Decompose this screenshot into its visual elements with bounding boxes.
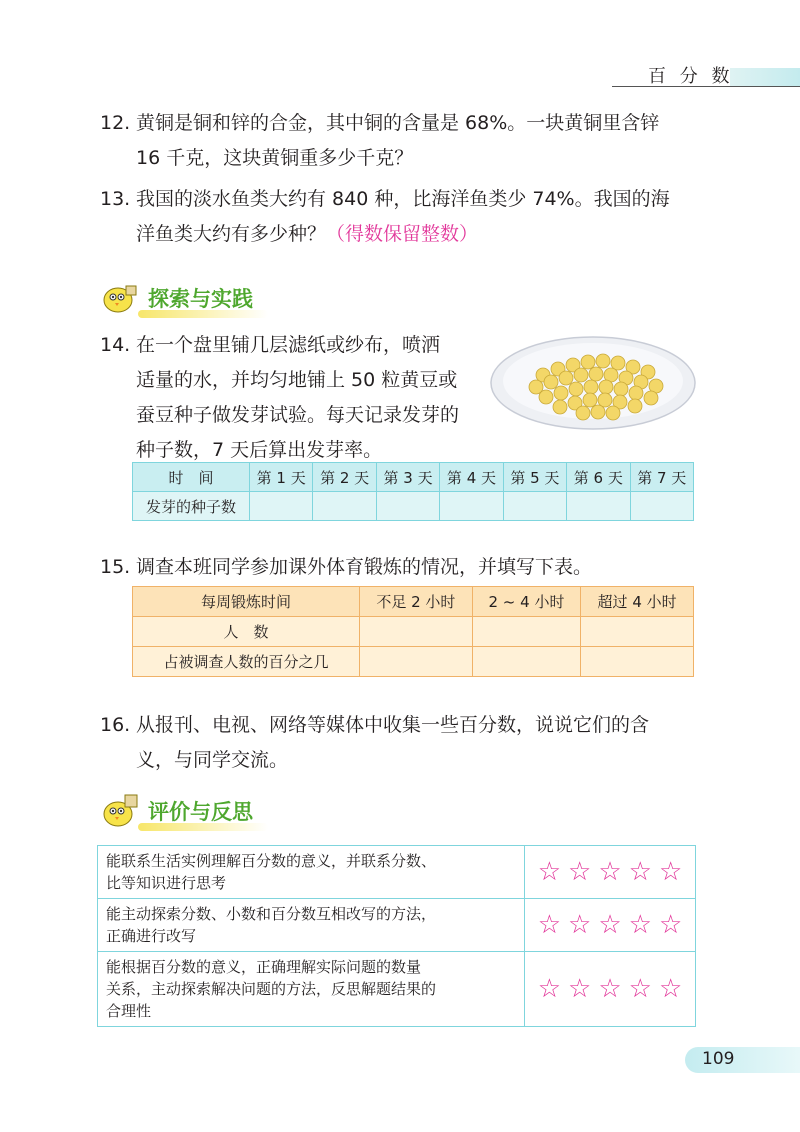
table-row <box>98 846 696 899</box>
star-icon[interactable]: ☆ <box>628 857 652 887</box>
problem-text: 在一个盘里铺几层滤纸或纱布，喷洒 <box>136 334 441 356</box>
star-icon[interactable]: ☆ <box>598 857 622 887</box>
star-icon[interactable]: ☆ <box>537 910 562 940</box>
star-icon[interactable]: ☆ <box>568 857 592 887</box>
table-header-cell: 2 ~ 4 小时 <box>472 587 580 617</box>
problem-text: 适量的水，并均匀地铺上 50 粒黄豆或 <box>136 369 458 391</box>
problem-13 <box>100 182 670 252</box>
problem-text: 蚕豆种子做发芽试验。每天记录发芽的 <box>136 404 460 426</box>
problem-number: 15. <box>100 556 131 578</box>
header-decoration <box>730 68 800 86</box>
table-header-cell: 时 间 <box>133 463 250 492</box>
problem-text: 义，与同学交流。 <box>136 749 289 771</box>
problem-text: 黄铜是铜和锌的合金，其中铜的含量是 68%。一块黄铜里含锌 <box>136 112 660 134</box>
evaluation-criterion <box>98 952 525 1027</box>
table-cell <box>630 492 693 521</box>
table-header-row <box>133 463 694 492</box>
table-row <box>133 617 694 647</box>
criterion-text: 能联系生活实例理解百分数的意义，并联系分数、 <box>106 852 437 870</box>
criterion-text: 能根据百分数的意义，正确理解实际问题的数量 <box>106 958 422 976</box>
star-rating[interactable] <box>525 846 696 899</box>
star-icon[interactable]: ☆ <box>598 910 622 940</box>
problem-number: 12. <box>100 112 131 134</box>
evaluation-criterion <box>98 899 525 952</box>
table-header-cell: 第 6 天 <box>567 463 630 492</box>
exercise-survey-table <box>132 586 694 677</box>
problem-12 <box>100 106 659 176</box>
problem-14 <box>100 328 459 468</box>
problem-note: （得数保留整数） <box>326 223 479 245</box>
table-cell <box>472 647 580 677</box>
criterion-text: 关系，主动探索解决问题的方法，反思解题结果的 <box>106 980 437 998</box>
problem-15 <box>100 550 592 585</box>
table-cell <box>376 492 439 521</box>
star-icon[interactable]: ☆ <box>658 974 683 1004</box>
table-header-cell: 第 1 天 <box>250 463 313 492</box>
criterion-text: 正确进行改写 <box>106 927 197 945</box>
table-row <box>98 899 696 952</box>
problem-number: 14. <box>100 334 131 356</box>
star-icon[interactable]: ☆ <box>568 910 592 940</box>
germination-table <box>132 462 694 521</box>
table-row <box>133 492 694 521</box>
star-icon[interactable]: ☆ <box>658 910 683 940</box>
table-cell <box>581 617 694 647</box>
problem-16 <box>100 708 649 778</box>
table-header-cell: 超过 4 小时 <box>581 587 694 617</box>
star-icon[interactable]: ☆ <box>537 857 562 887</box>
star-icon[interactable]: ☆ <box>537 974 562 1004</box>
problem-text: 从报刊、电视、网络等媒体中收集一些百分数，说说它们的含 <box>136 714 650 736</box>
table-cell <box>567 492 630 521</box>
table-cell <box>360 617 473 647</box>
star-icon[interactable]: ☆ <box>598 974 622 1004</box>
criterion-text: 能主动探索分数、小数和百分数互相改写的方法， <box>106 905 437 923</box>
table-row <box>98 952 696 1027</box>
bean-dish-image <box>488 325 698 435</box>
table-cell <box>581 647 694 677</box>
table-row-label: 占被调查人数的百分之几 <box>133 647 360 677</box>
table-cell <box>503 492 566 521</box>
problem-text: 调查本班同学参加课外体育锻炼的情况，并填写下表。 <box>136 556 593 578</box>
table-row-label: 人 数 <box>133 617 360 647</box>
chapter-title: 百 分 数 <box>648 66 734 87</box>
table-header-cell: 第 4 天 <box>440 463 503 492</box>
problem-number: 13. <box>100 188 131 210</box>
problem-text: 16 千克，这块黄铜重多少千克？ <box>136 147 414 169</box>
table-cell <box>360 647 473 677</box>
section-title-label: 评价与反思 <box>148 800 253 824</box>
star-rating[interactable] <box>525 899 696 952</box>
table-header-row <box>133 587 694 617</box>
table-cell <box>440 492 503 521</box>
problem-text: 我国的淡水鱼类大约有 840 种，比海洋鱼类少 74%。我国的海 <box>136 188 670 210</box>
problem-text: 种子数，7 天后算出发芽率。 <box>136 439 383 461</box>
criterion-text: 合理性 <box>106 1002 152 1020</box>
problem-number: 16. <box>100 714 131 736</box>
star-icon[interactable]: ☆ <box>628 974 652 1004</box>
star-icon[interactable]: ☆ <box>628 910 652 940</box>
table-header-cell: 每周锻炼时间 <box>133 587 360 617</box>
table-row-label: 发芽的种子数 <box>133 492 250 521</box>
star-icon[interactable]: ☆ <box>568 974 592 1004</box>
table-header-cell: 不足 2 小时 <box>360 587 473 617</box>
evaluation-table <box>97 845 696 1027</box>
section-title-label: 探索与实践 <box>148 287 253 311</box>
table-header-cell: 第 3 天 <box>376 463 439 492</box>
criterion-text: 比等知识进行思考 <box>106 874 227 892</box>
table-header-cell: 第 2 天 <box>313 463 376 492</box>
section-explore <box>100 282 253 314</box>
table-header-cell: 第 5 天 <box>503 463 566 492</box>
table-row <box>133 647 694 677</box>
problem-text: 洋鱼类大约有多少种？ <box>136 223 327 245</box>
table-cell <box>313 492 376 521</box>
table-header-cell: 第 7 天 <box>630 463 693 492</box>
chick-icon <box>100 282 140 314</box>
page-number: 109 <box>702 1049 735 1069</box>
header-rule <box>612 86 800 87</box>
chick-icon <box>100 793 140 829</box>
table-cell <box>250 492 313 521</box>
star-icon[interactable]: ☆ <box>658 857 683 887</box>
star-rating[interactable] <box>525 952 696 1027</box>
evaluation-criterion <box>98 846 525 899</box>
table-cell <box>472 617 580 647</box>
section-evaluate <box>100 795 253 827</box>
